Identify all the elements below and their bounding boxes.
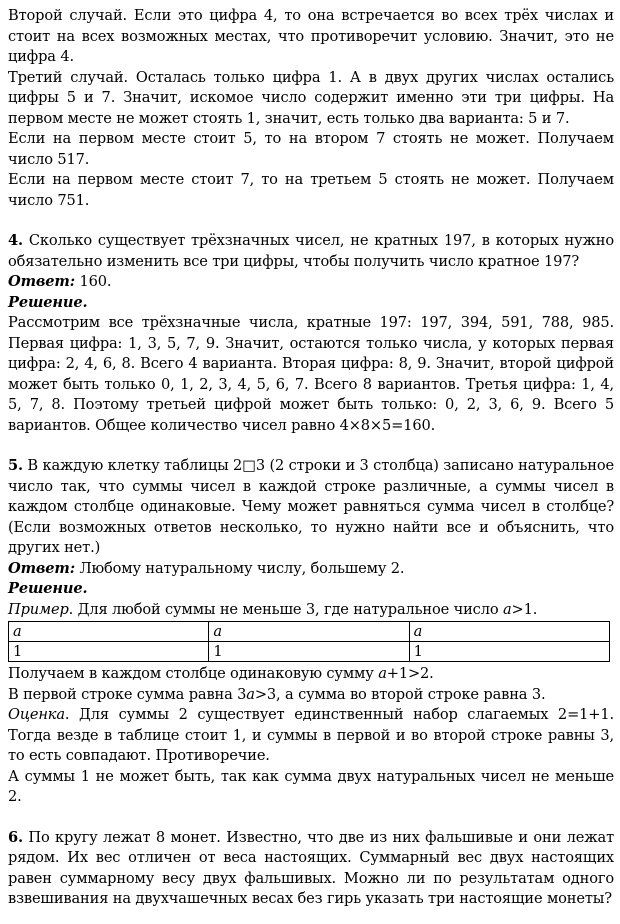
spacer xyxy=(8,211,614,231)
problem-4-solution-heading xyxy=(8,293,614,314)
estimate-label: Оценка xyxy=(8,706,65,723)
problem-5-column-sum xyxy=(8,664,614,685)
problem-4-solution-text: Рассмотрим все трёхзначные числа, кратные 197: 197, 394, 591, 788, 985. Первая цифра: 1, 3, 5, 7, 9. Значит, остаются только числа, у которых первая цифра: 2, 4, 6, 8. Всего 4 варианта. Вторая цифра: 8, 9. Значит, второй цифрой может быть только 0, 1, 2, 3, 4, 5, 6, 7. Всего 8 вариантов. Третья цифра: 1, 4, 5, 7, 8. Поэтому третьей цифрой может быть только: 0, 2, 3, 6, 9. Всего 5 вариантов. Общее количество чисел равно 4×8×5=160. xyxy=(8,314,614,434)
spacer xyxy=(8,436,614,456)
example-variable: a xyxy=(502,600,512,618)
variable: a xyxy=(246,685,255,703)
answer-label: Ответ: xyxy=(8,273,75,290)
example-text-a: . Для любой суммы не меньше 3, где натуральное число xyxy=(68,600,503,618)
problem-6-number: 6. xyxy=(8,828,23,846)
answer-value: Любому натуральному числу, большему 2. xyxy=(74,559,405,577)
estimate-text: . Для суммы 2 существует единственный набор слагаемых 2=1+1. Тогда везде в таблице стоит 1, и суммы в первой и во второй строке равны 3, то есть совпадают. Противоречие. xyxy=(8,706,614,764)
problem-5-example xyxy=(8,600,614,621)
table-cell: 1 xyxy=(409,642,609,662)
problem-5-number: 5. xyxy=(8,457,23,474)
problem-4-statement xyxy=(8,231,614,272)
problem-4-text: Сколько существует трёхзначных чисел, не кратных 197, в которых нужно обязательно изменить все три цифры, чтобы получить число кратное 197? xyxy=(8,232,614,270)
problem-5-answer xyxy=(8,559,614,580)
example-table xyxy=(8,621,610,662)
example-text-b: >1. xyxy=(511,600,538,618)
table-cell: a xyxy=(209,622,409,642)
table-row xyxy=(9,622,610,642)
paragraph-case-two: Второй случай. Если это цифра 4, то она встречается во всех трёх числах и стоит на всех возможных местах, что противоречит условию. Значит, это не цифра 4. xyxy=(8,7,614,65)
table-row xyxy=(9,642,610,662)
paragraph-first-seven: Если на первом месте стоит 7, то на третьем 5 стоять не может. Получаем число 751. xyxy=(8,171,614,209)
answer-label: Ответ: xyxy=(8,559,75,577)
example-label: Пример xyxy=(8,600,69,618)
text-run: >3, а сумма во второй строке равна 3. xyxy=(254,685,546,703)
text-run: +1>2. xyxy=(386,665,434,682)
text-run: Получаем в каждом столбце одинаковую сумму xyxy=(8,665,379,682)
problem-5-text: В каждую клетку таблицы 2□3 (2 строки и 3 столбца) записано натуральное число так, что суммы чисел в каждой строке различные, а суммы чисел в каждом столбце одинаковые. Чему может равняться сумма чисел в столбце? (Если возможных ответов несколько, то нужно найти все и объяснить, что других нет.) xyxy=(8,457,614,556)
text-run: В первой строке сумма равна 3 xyxy=(8,685,247,703)
paragraph-case-three: Третий случай. Осталась только цифра 1. А в двух других числах остались цифры 5 и 7. Значит, искомое число содержит именно эти три цифры. На первом месте не может стоять 1, значит, есть только два варианта: 5 и 7. xyxy=(8,68,614,127)
solution-label: Решение. xyxy=(8,580,88,597)
paragraph-first-five: Если на первом месте стоит 5, то на втором 7 стоять не может. Получаем число 517. xyxy=(8,130,614,168)
problem-5-solution-heading xyxy=(8,579,614,600)
problem-5-statement xyxy=(8,456,614,559)
problem-5-estimate xyxy=(8,705,614,767)
problem-6-statement xyxy=(8,828,614,910)
table-cell: a xyxy=(409,622,609,642)
problem-5-row-sums xyxy=(8,685,614,706)
table-cell: 1 xyxy=(9,642,209,662)
problem-5-final: А суммы 1 не может быть, так как сумма двух натуральных чисел не меньше 2. xyxy=(8,767,614,805)
answer-value: 160. xyxy=(74,273,112,290)
problem-6-text: По кругу лежат 8 монет. Известно, что две из них фальшивые и они лежат рядом. Их вес отличен от веса настоящих. Суммарный вес двух настоящих равен суммарному весу двух фальшивых. Можно ли по результатам одного взвешивания на двухчашечных весах без гирь указать три настоящие монеты? xyxy=(8,828,614,907)
variable: a xyxy=(378,665,387,682)
table-cell: 1 xyxy=(209,642,409,662)
problem-4-answer xyxy=(8,272,614,293)
spacer xyxy=(8,808,614,828)
table-cell: a xyxy=(9,622,209,642)
solution-label: Решение. xyxy=(8,293,88,311)
problem-4-number: 4. xyxy=(8,232,23,249)
